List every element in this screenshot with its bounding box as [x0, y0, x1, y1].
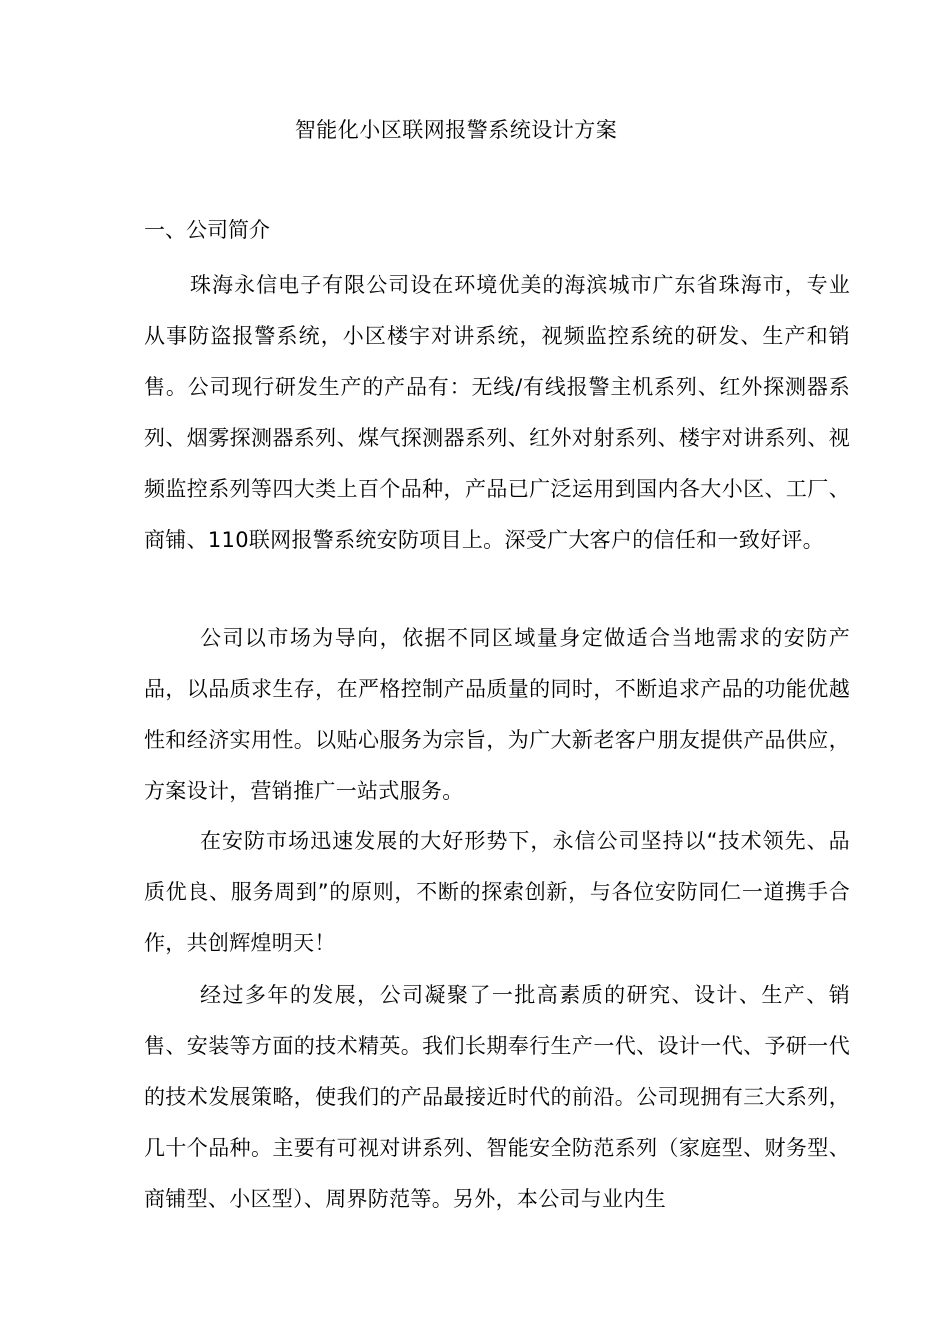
paragraph-market-orientation: 公司以市场为导向，依据不同区域量身定做适合当地需求的安防产品，以品质求生存，在严格控制产品质量的同时，不断追求产品的功能优越性和经济实用性。以贴心服务为宗旨，为广大新老客户朋友提供产品供应，方案设计，营销推广一站式服务。 — [144, 626, 850, 803]
paragraph-principles: 在安防市场迅速发展的大好形势下，永信公司坚持以“技术领先、品质优良、服务周到”的原则，不断的探索创新，与各位安防同仁一道携手合作，共创辉煌明天！ — [144, 829, 850, 955]
paragraph-development: 经过多年的发展，公司凝聚了一批高素质的研究、设计、生产、销售、安装等方面的技术精英。我们长期奉行生产一代、设计一代、予研一代的技术发展策略，使我们的产品最接近时代的前沿。公司现拥有三大系列，几十个品种。主要有可视对讲系列、智能安全防范系列（家庭型、财务型、商铺型、小区型）、周界防范等。另外，本公司与业内生 — [144, 983, 850, 1211]
document-title: 智能化小区联网报警系统设计方案 — [294, 118, 618, 142]
section-heading: 一、公司简介 — [144, 218, 270, 242]
paragraph-company-intro: 珠海永信电子有限公司设在环境优美的海滨城市广东省珠海市，专业从事防盗报警系统，小区楼宇对讲系统，视频监控系统的研发、生产和销售。公司现行研发生产的产品有：无线/有线报警主机系列、红外探测器系列、烟雾探测器系列、煤气探测器系列、红外对射系列、楼宇对讲系列、视频监控系列等四大类上百个品种，产品已广泛运用到国内各大小区、工厂、商铺、110联网报警系统安防项目上。深受广大客户的信任和一致好评。 — [144, 273, 850, 552]
